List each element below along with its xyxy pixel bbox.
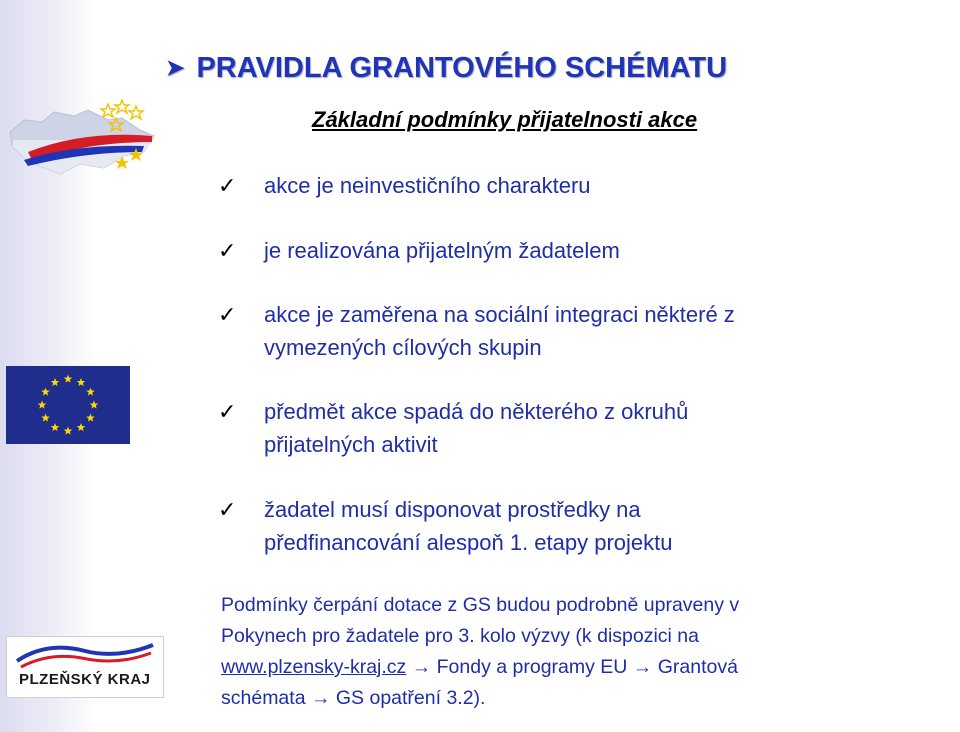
checkmark-icon: ✓ [218, 302, 237, 327]
eu-star-icon [41, 414, 50, 422]
checkmark-icon: ✓ [218, 399, 237, 424]
note-line: Podmínky čerpání dotace z GS budou podrobně upraveny v [221, 594, 740, 616]
eu-star-icon [64, 375, 73, 383]
eu-star-icon [51, 378, 60, 386]
subtitle: Základní podmínky přijatelnosti akce [312, 107, 698, 132]
plzensky-kraj-logo [6, 636, 164, 698]
item-line: přijatelných aktivit [264, 432, 438, 457]
eu-star-icon [38, 401, 47, 409]
note-line: schémata → GS opatření 3.2). [221, 687, 486, 709]
czech-map-emblem-icon [4, 90, 164, 190]
checkmark-icon: ✓ [218, 497, 237, 522]
logo-waves-icon [7, 637, 163, 671]
double-chevron-right-icon: ➤ [166, 55, 185, 80]
item-line: akce je neinvestičního charakteru [264, 173, 591, 198]
item-line: žadatel musí disponovat prostředky na [264, 497, 641, 522]
eu-flag-icon [6, 366, 130, 444]
eu-star-icon [64, 427, 73, 435]
eu-star-icon [41, 388, 50, 396]
page-title [166, 52, 727, 85]
note-line: Pokynech pro žadatele pro 3. kolo výzvy (k dispozici na [221, 625, 699, 647]
logo-text: PLZEŇSKÝ KRAJ [19, 671, 151, 688]
eu-star-icon [51, 423, 60, 431]
checkmark-icon: ✓ [218, 173, 237, 198]
item-line: vymezených cílových skupin [264, 335, 542, 360]
eu-star-icon [77, 378, 86, 386]
note-line [221, 652, 921, 683]
title-text: PRAVIDLA GRANTOVÉHO SCHÉMATU [196, 52, 728, 84]
item-line: akce je zaměřena na sociální integraci některé z [264, 302, 735, 327]
eu-star-icon [86, 414, 95, 422]
note-path: → Fondy a programy EU → Grantová [406, 656, 738, 678]
checkmark-icon: ✓ [218, 238, 237, 263]
eu-star-icon [90, 401, 99, 409]
item-line: předmět akce spadá do některého z okruhů [264, 399, 689, 424]
item-line: předfinancování alespoň 1. etapy projektu [264, 530, 673, 555]
eu-star-icon [77, 423, 86, 431]
eu-star-icon [86, 388, 95, 396]
note-paragraph [221, 590, 921, 714]
website-link[interactable]: www.plzensky-kraj.cz [221, 656, 407, 678]
item-line: je realizována přijatelným žadatelem [264, 238, 620, 263]
